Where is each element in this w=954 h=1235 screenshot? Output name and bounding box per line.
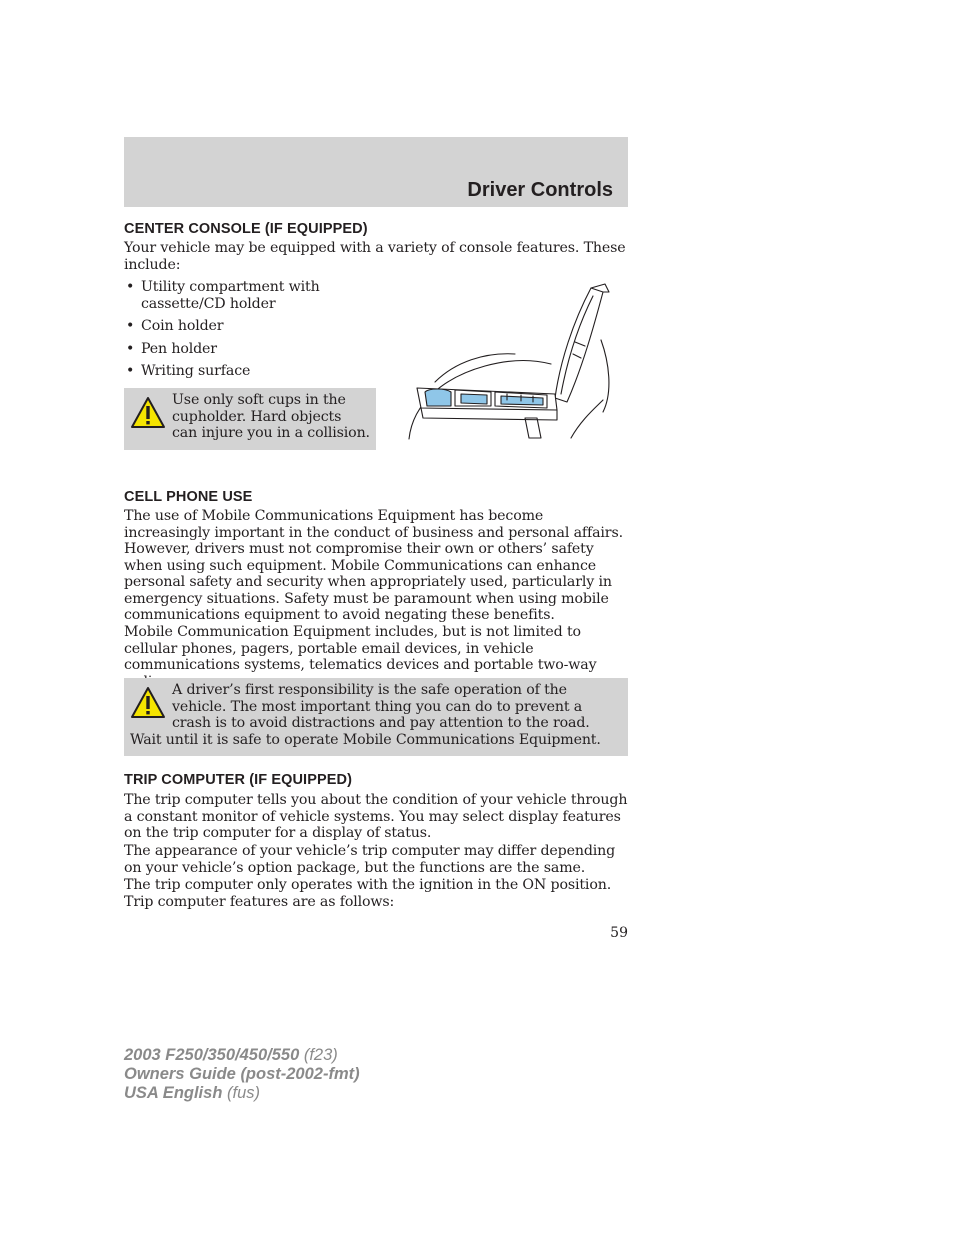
warning-triangle-icon (130, 686, 166, 720)
cell-phone-para-2: Mobile Communication Equipment includes, but is not limited to cellular phones, pagers, portable email devices, in vehicle communications systems, telematics devices and portable two-way (124, 624, 597, 673)
list-item: • Utility compartment with cassette/CD holder (124, 279, 344, 312)
footer-model-code: (f23) (303, 1046, 338, 1064)
distraction-warning (124, 678, 628, 756)
cell-phone-para-1: The use of Mobile Communications Equipment has become increasingly important in the conduct of business and personal affairs. However, drivers must not compromise their own or others’ safety when using such equipment. Mobile Communications can enhance personal safety and security when appropriately used, particularly in emergency situations. Safety must be paramount when using mobile communications equipment to avoid negating these benefits. (124, 508, 623, 623)
footer-language-code: (fus) (227, 1084, 260, 1102)
list-item: • Writing surface (124, 363, 344, 380)
warning-text: Use only soft cups in the cupholder. Hard objects can injure you in a collision. (172, 392, 370, 441)
center-console-illustration (405, 282, 613, 442)
trip-computer-heading: TRIP COMPUTER (IF EQUIPPED) (124, 772, 353, 788)
header-band (124, 137, 628, 207)
list-item: • Pen holder (124, 341, 344, 358)
footer-model: 2003 F250/350/450/550 (124, 1046, 300, 1064)
cupholder-warning (124, 388, 376, 450)
footer-guide: Owners Guide (post-2002-fmt) (124, 1065, 360, 1083)
cell-phone-heading: CELL PHONE USE (124, 489, 253, 505)
section-title: Driver Controls (467, 179, 613, 201)
trip-computer-para-2: The appearance of your vehicle’s trip computer may differ depending on your vehicle’s option package, but the functions are the same. (124, 843, 616, 876)
trip-computer-para-3: The trip computer only operates with the ignition in the ON position. Trip computer features are as follows: (124, 877, 612, 910)
footer-language: USA English (124, 1084, 223, 1102)
list-item: • Coin holder (124, 318, 344, 335)
warning-text: A driver’s first responsibility is the safe operation of the vehicle. The most important thing you can do to prevent a crash is to avoid distractions and pay attention to the road. Wait until it is safe to operate Mobile Communications Equipment. (130, 682, 601, 748)
document-footer (124, 1046, 360, 1103)
page-number: 59 (610, 925, 628, 941)
center-console-intro: Your vehicle may be equipped with a variety of console features. These include: (124, 240, 626, 273)
center-console-heading: CENTER CONSOLE (IF EQUIPPED) (124, 221, 368, 237)
trip-computer-para-1: The trip computer tells you about the condition of your vehicle through a constant monitor of vehicle systems. You may select display features on the trip computer for a display of status. (124, 792, 628, 841)
console-features-list (124, 279, 344, 380)
warning-triangle-icon (130, 396, 166, 430)
